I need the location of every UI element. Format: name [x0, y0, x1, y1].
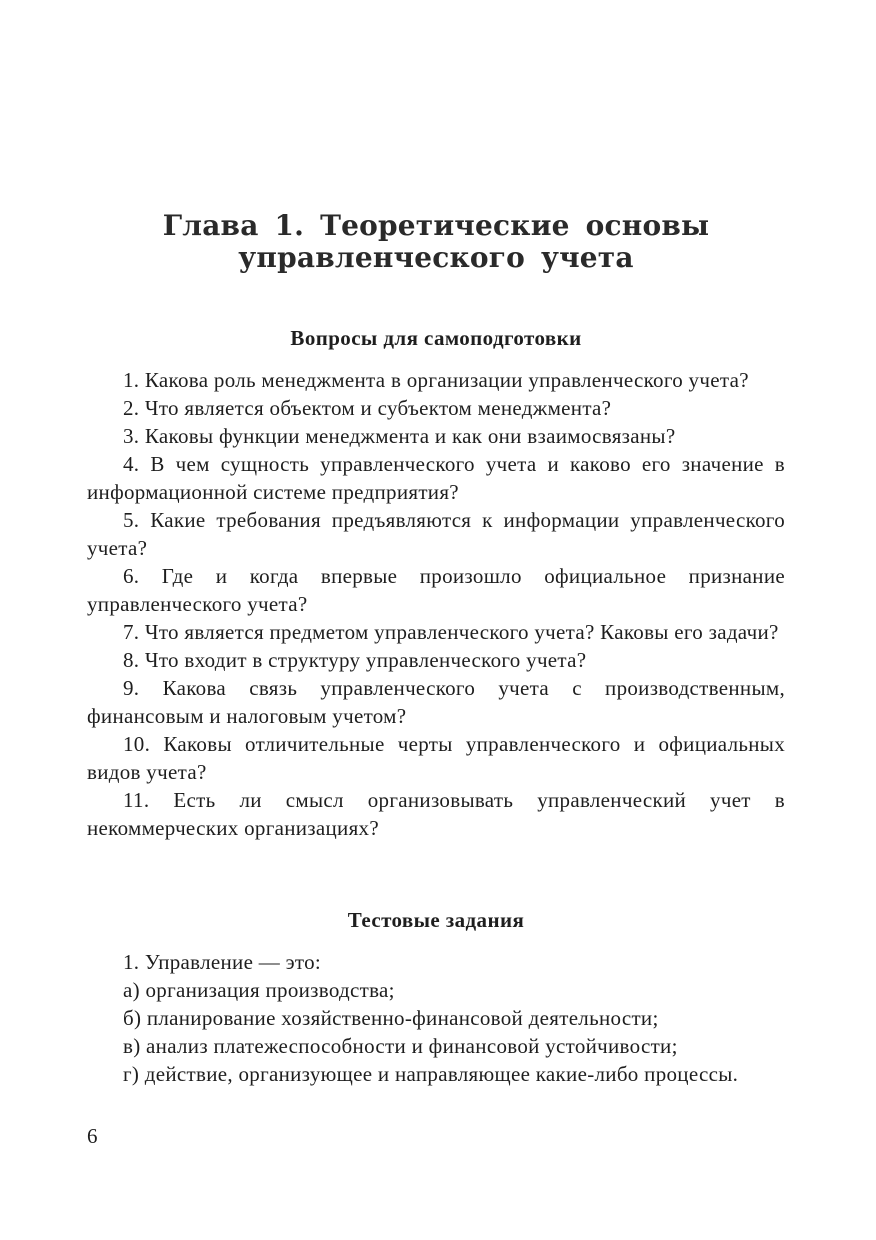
question-item: 10. Каковы отличительные черты управленческого и официальных видов учета?: [87, 732, 785, 784]
test-option-d: г) действие, организующее и направляющее какие-либо процессы.: [123, 1062, 739, 1086]
test-option-a: а) организация производства;: [123, 978, 395, 1002]
chapter-title: [87, 210, 785, 274]
page-number: 6: [87, 1124, 98, 1148]
question-item: 8. Что входит в структуру управленческого учета?: [123, 648, 587, 672]
question-item: 1. Какова роль менеджмента в организации управленческого учета?: [123, 368, 749, 392]
question-item: 2. Что является объектом и субъектом менеджмента?: [123, 396, 612, 420]
question-item: 7. Что является предметом управленческого учета? Каковы его задачи?: [123, 620, 779, 644]
question-item: 9. Какова связь управленческого учета с производственным, финансовым и налоговым учетом?: [87, 676, 785, 728]
self-study-heading: Вопросы для самоподготовки: [290, 326, 582, 350]
test-question: 1. Управление — это:: [123, 950, 322, 974]
test-tasks: [87, 948, 785, 1088]
question-item: 4. В чем сущность управленческого учета и каково его значение в информационной системе предприятия?: [87, 452, 785, 504]
test-option-c: в) анализ платежеспособности и финансовой устойчивости;: [123, 1034, 678, 1058]
question-item: 11. Есть ли смысл организовывать управленческий учет в некоммерческих организациях?: [87, 788, 785, 840]
question-item: 3. Каковы функции менеджмента и как они взаимосвязаны?: [123, 424, 676, 448]
question-item: 6. Где и когда впервые произошло официальное признание управленческого учета?: [87, 564, 785, 616]
test-option-b: б) планирование хозяйственно-финансовой деятельности;: [123, 1006, 659, 1030]
tests-heading: Тестовые задания: [347, 908, 525, 932]
book-page: [87, 0, 785, 1240]
self-study-questions: [87, 366, 785, 842]
chapter-title-line-1: Глава 1. Теоретические основы: [162, 209, 710, 242]
question-item: 5. Какие требования предъявляются к информации управленческого учета?: [87, 508, 785, 560]
chapter-title-line-2: управленческого учета: [238, 241, 634, 274]
